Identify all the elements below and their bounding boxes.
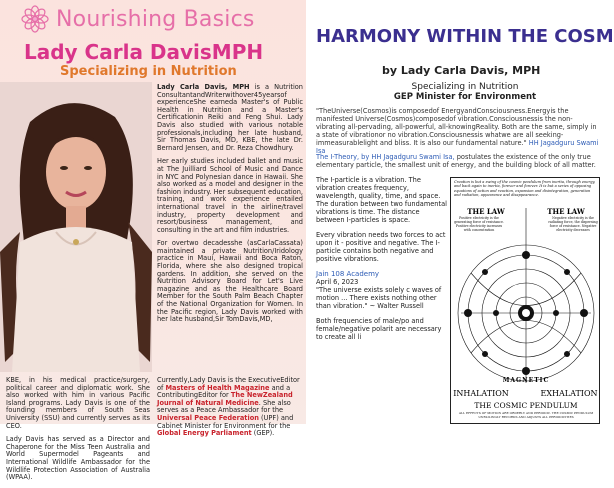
bio-bottom-left-column <box>6 377 150 488</box>
article-title: HARMONY WITHIN THE COSM <box>316 26 614 47</box>
bio-paragraph-5: Lady Davis has served as a Director and Chaperone for the Miss Teen Australia and World Supermodel Pageants and International Wildlife Ambassador for the Wildlife Protection Association of Australia (WPAA). <box>6 435 150 482</box>
bio-p1-text: is a Nutrition ConsultantandWriterwithover45yearsof experienceShe earneda Master's of Public Health in Nutrition and a Master's Certificationin Reiki and Feng Shui. Lady Davis also studied with various notable professionals,including her late husband, Sir Thomas Davis, MD, KBE, the late Dr. Bernard Jensen, and Dr. Reza Chowdhury. <box>157 83 303 152</box>
editor-text-e: . She also serves as a Peace Ambassador for the <box>157 398 291 415</box>
left-page <box>0 0 306 482</box>
cosmic-pendulum-illustration <box>451 178 601 425</box>
exhalation-label: EXHALATION <box>540 389 598 398</box>
inhalation-label: INHALATION <box>453 389 509 398</box>
bio-bottom-right-column <box>157 377 303 438</box>
bio-paragraph-2: Her early studies included ballet and music at The Juilliard School of Music and Dance in NYC and Polynesian dance in Hawaii. She also worked as a model and designer in the fashion industry. Her subsequent education, training, and work experience entailed international travel in the airline/travel industry, property development and resort/business management, and consulting in the art and film industries. <box>157 157 303 234</box>
brand-header <box>20 4 255 34</box>
bio-column <box>157 84 303 330</box>
bio-name-bold: Lady Carla Davis, MPH <box>157 83 250 91</box>
magnetic-label: MAGNETIC <box>502 377 550 384</box>
law-right-text: Negative electricity is the radiating force, the dispersing force of resistance. Negative electricity decreases <box>548 216 598 232</box>
gep-link[interactable]: Global Energy Parliament <box>157 429 252 438</box>
swami-isa-link[interactable]: HH Jagadguru Swami Isa <box>316 139 599 155</box>
polarity-paragraph: Both frequencies of male/po and female/negative polarit are necessary to create all li <box>316 317 442 341</box>
author-portrait <box>0 82 152 372</box>
portrait-illustration <box>0 82 152 372</box>
article-body-column <box>316 176 448 348</box>
editor-text-a: Currently,Lady Davis is the ExecutiveEditor of <box>157 376 300 392</box>
cosmic-pendulum-label: THE COSMIC PENDULUM <box>474 401 578 410</box>
nz-journal-link[interactable]: The NewZealand Journal of Natural Medicine <box>157 391 293 407</box>
editor-text-c: and a ContributingEditor for <box>157 383 291 400</box>
itheory-text: postulates the existence of the only true elementary particle, the smallest unit of energy, and the building block of all matter. <box>316 153 596 169</box>
minister-line: GEP Minister for Environment <box>393 92 537 102</box>
editor-text-g: (UPF) and Cabinet Minister for Environment for the <box>157 413 294 430</box>
lotus-flower-icon <box>20 4 50 34</box>
intro-quote <box>316 107 600 155</box>
law-left-heading: THE LAW <box>467 207 505 216</box>
iparticle-paragraph: The I-particle is a vibration. The vibration creates frequency, wavelength, quality, time, and space. The duration between two fundamental vibrations is time. The distance between I-particles is space. <box>316 176 447 224</box>
vibration-forces-paragraph: Every vibration needs two forces to act upon it - positive and negative. The I-particle contains both negative and positive vibrations. <box>316 231 446 263</box>
cosmic-pendulum-diagram <box>450 177 600 424</box>
russell-quote: "The universe exists solely c waves of motion ... There exists nothing other than vibration." ~ Walter Russell <box>316 286 442 310</box>
author-credentials <box>390 82 540 102</box>
article-byline: by Lady Carla Davis, MPH <box>382 64 541 77</box>
law-right-heading: THE LAW <box>547 207 585 216</box>
right-page <box>306 0 614 424</box>
law-left-text: Positive electricity is the generating force of resistance. Positive electricity increases with concentration <box>454 216 504 232</box>
academy-date: April 6, 2023 <box>316 278 359 286</box>
itheory-paragraph <box>316 153 600 169</box>
pendulum-caption: Creation is but a swing of the cosmic pendulum from inertia, through energy, and back again to inertia, forever and forever. It is but a series of opposing equations of action and reaction, expansion and disintegration, generation and radiation, appearance and disappearance. <box>454 180 596 198</box>
bio-paragraph-4: KBE, in his medical practice/surgery, political career and diplomatic work. She also worked with him in various Pacific Island programs. Lady Davis is one of the founding members of South Seas University (SSU) and currently serves as its CEO. <box>6 376 150 430</box>
specialty-line: Specializing in Nutrition <box>411 82 519 92</box>
bio-paragraph-3: For overtwo decadesshe (asCarlaCassata) maintained a private Nutrition/Iridology practice in Maui, Hawaii and Boca Raton, Florida, where she also designed tropical gardens. In addition, she served on the Nutrition Advisory Board for Let's Live magazine and as the Healthcare Board Member for the South Palm Beach Chapter of the National Organization for Women. In the Pacific region, Lady Davis worked with her late husband,Sir TomDavis,MD, <box>157 239 303 324</box>
pendulum-footer: ALL EFFECTS OF MOTION ARE ORDERLY AND PERIODIC. THE COSMIC PENDULUM UNFAILINGLY RECORDS AND ADJUSTS ALL PERIODICITIES <box>458 411 594 419</box>
intro-quote-text: "TheUniverse(Cosmos)is composedof EnergyandConsciousness.Energyis the manifested Universe(Cosmos)composedof vibration.Consciousnessis the non-vibrating all-pervading, all-powerful, all-knowingReality. Both are the same, simply in a state of vibrationor no vibration.Consciousnessis whatwe are all seeking- immeasurablelight and bliss. It is also our fundamental nature." <box>316 107 597 147</box>
itheory-link[interactable]: The I-Theory, by HH Jagadguru Swami Isa, <box>316 153 455 161</box>
masters-of-health-link[interactable]: Masters of Health Magazine <box>165 383 270 392</box>
academy-citation <box>316 270 448 310</box>
magazine-section-title: Nourishing Basics <box>56 6 255 32</box>
upf-link[interactable]: Universal Peace Federation <box>157 413 259 422</box>
academy-link[interactable]: Jain 108 Academy <box>316 270 380 278</box>
bio-paragraph-1 <box>157 84 303 152</box>
author-specialty: Specializing in Nutrition <box>60 64 237 79</box>
editor-text-i: (GEP). <box>251 429 275 438</box>
author-name-heading: Lady Carla DavisMPH <box>24 40 264 64</box>
